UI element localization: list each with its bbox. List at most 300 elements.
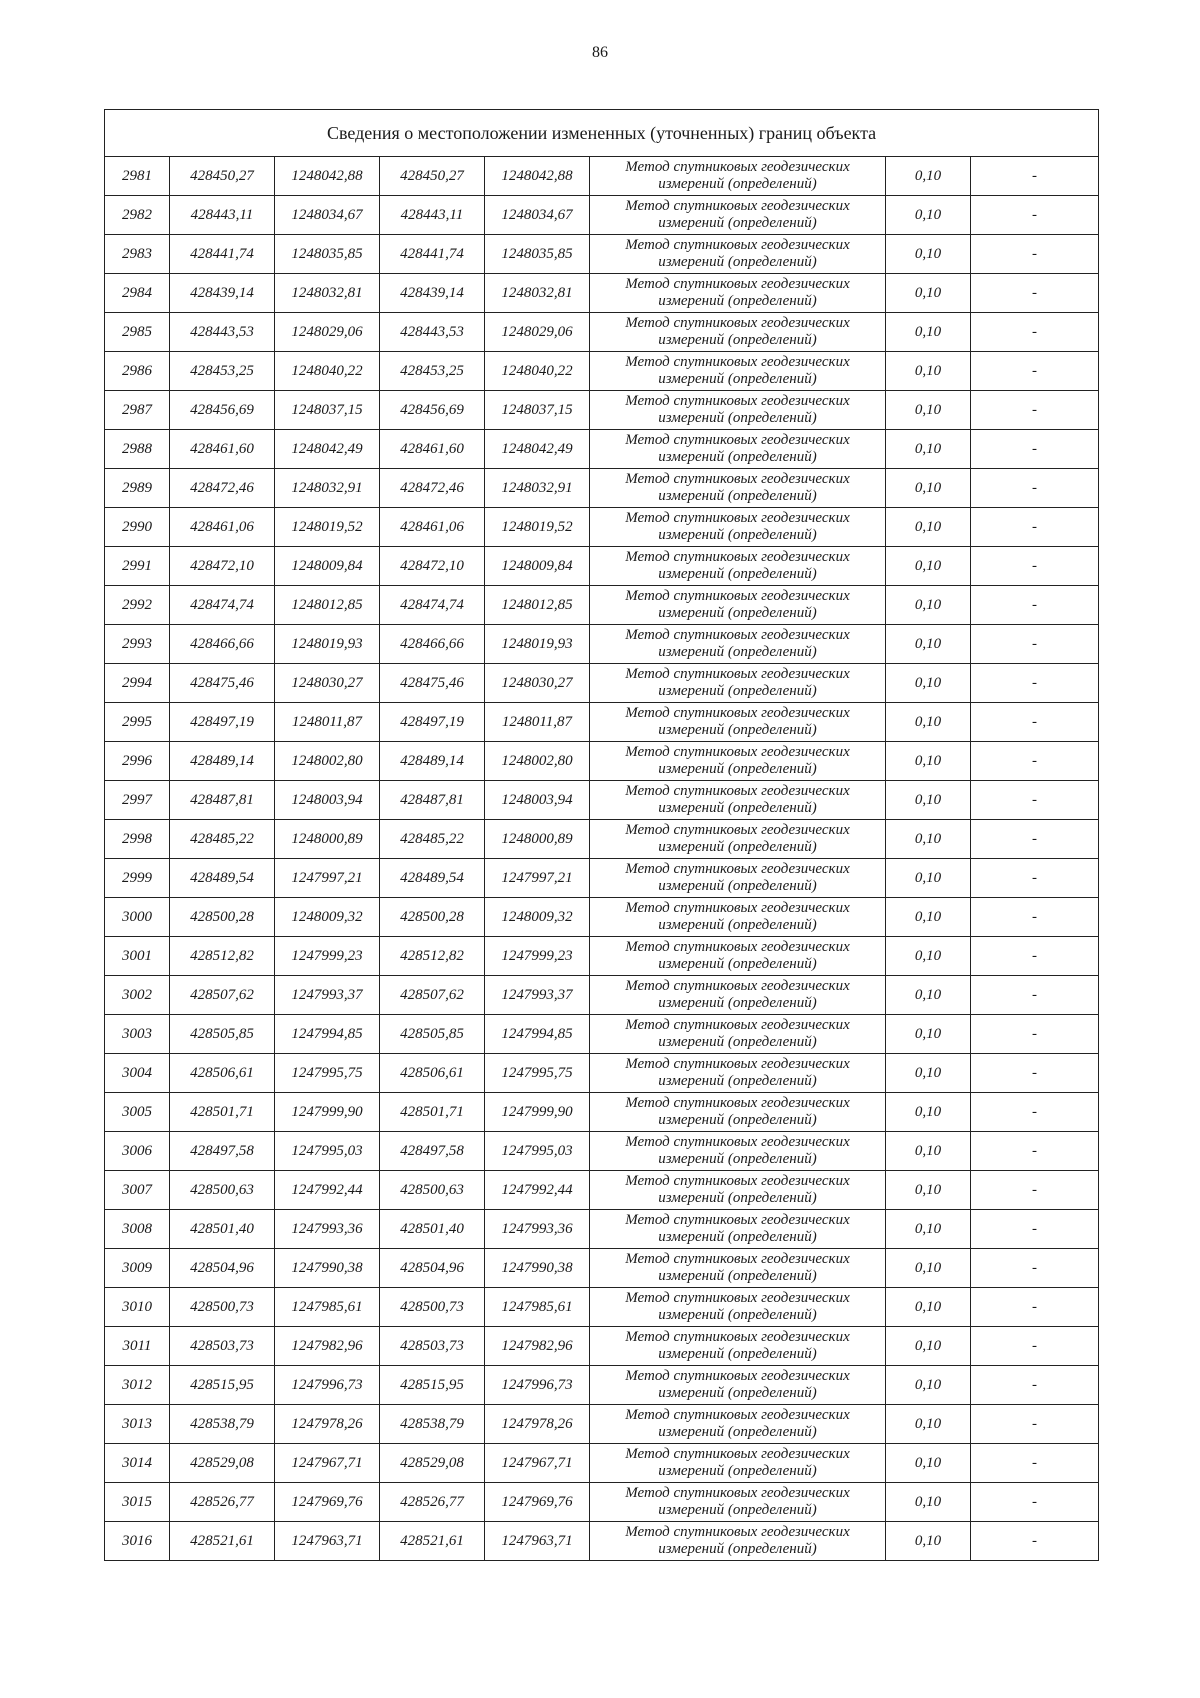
point-number-cell: 2995 [105, 703, 170, 742]
method-line-1: Метод спутниковых геодезических [625, 1173, 850, 1189]
method-line-1: Метод спутниковых геодезических [625, 822, 850, 838]
point-number-cell: 3003 [105, 1015, 170, 1054]
y-new-cell: 1248011,87 [485, 703, 590, 742]
table-row [105, 196, 1099, 235]
method-cell [590, 1327, 886, 1366]
y-old-cell: 1247997,21 [275, 859, 380, 898]
method-line-1: Метод спутниковых геодезических [625, 900, 850, 916]
y-old-cell: 1247990,38 [275, 1249, 380, 1288]
table-row [105, 859, 1099, 898]
point-number-cell: 3005 [105, 1093, 170, 1132]
method-cell [590, 430, 886, 469]
method-line-1: Метод спутниковых геодезических [625, 705, 850, 721]
x-old-cell: 428453,25 [170, 352, 275, 391]
accuracy-cell: 0,10 [886, 898, 971, 937]
point-number-cell: 3004 [105, 1054, 170, 1093]
x-old-cell: 428456,69 [170, 391, 275, 430]
description-cell: - [971, 352, 1099, 391]
method-line-1: Метод спутниковых геодезических [625, 1290, 850, 1306]
method-line-2: измерений (определений) [658, 254, 817, 270]
method-line-1: Метод спутниковых геодезических [625, 1329, 850, 1345]
x-old-cell: 428500,63 [170, 1171, 275, 1210]
method-line-2: измерений (определений) [658, 644, 817, 660]
y-old-cell: 1248029,06 [275, 313, 380, 352]
x-new-cell: 428500,73 [380, 1288, 485, 1327]
point-number-cell: 2998 [105, 820, 170, 859]
method-line-1: Метод спутниковых геодезических [625, 588, 850, 604]
y-new-cell: 1247994,85 [485, 1015, 590, 1054]
method-line-2: измерений (определений) [658, 371, 817, 387]
description-cell: - [971, 820, 1099, 859]
y-new-cell: 1247996,73 [485, 1366, 590, 1405]
table-row [105, 1444, 1099, 1483]
x-new-cell: 428500,28 [380, 898, 485, 937]
description-cell: - [971, 430, 1099, 469]
table-row [105, 781, 1099, 820]
method-line-2: измерений (определений) [658, 1034, 817, 1050]
description-cell: - [971, 1054, 1099, 1093]
method-line-2: измерений (определений) [658, 800, 817, 816]
x-old-cell: 428497,19 [170, 703, 275, 742]
table-row [105, 1210, 1099, 1249]
x-new-cell: 428503,73 [380, 1327, 485, 1366]
x-old-cell: 428500,73 [170, 1288, 275, 1327]
x-new-cell: 428507,62 [380, 976, 485, 1015]
point-number-cell: 3012 [105, 1366, 170, 1405]
table-row [105, 274, 1099, 313]
method-cell [590, 1483, 886, 1522]
y-old-cell: 1247992,44 [275, 1171, 380, 1210]
method-line-1: Метод спутниковых геодезических [625, 861, 850, 877]
description-cell: - [971, 1483, 1099, 1522]
x-new-cell: 428450,27 [380, 157, 485, 196]
y-new-cell: 1248003,94 [485, 781, 590, 820]
method-cell [590, 1288, 886, 1327]
x-new-cell: 428487,81 [380, 781, 485, 820]
point-number-cell: 2999 [105, 859, 170, 898]
method-line-1: Метод спутниковых геодезических [625, 1095, 850, 1111]
y-new-cell: 1247995,03 [485, 1132, 590, 1171]
accuracy-cell: 0,10 [886, 1132, 971, 1171]
table-row [105, 1171, 1099, 1210]
description-cell: - [971, 235, 1099, 274]
method-line-1: Метод спутниковых геодезических [625, 1017, 850, 1033]
x-new-cell: 428489,54 [380, 859, 485, 898]
x-old-cell: 428450,27 [170, 157, 275, 196]
y-new-cell: 1248029,06 [485, 313, 590, 352]
x-old-cell: 428439,14 [170, 274, 275, 313]
method-line-2: измерений (определений) [658, 1307, 817, 1323]
method-line-1: Метод спутниковых геодезических [625, 1212, 850, 1228]
method-cell [590, 1132, 886, 1171]
table-row [105, 508, 1099, 547]
table-row [105, 1093, 1099, 1132]
x-old-cell: 428529,08 [170, 1444, 275, 1483]
y-new-cell: 1247969,76 [485, 1483, 590, 1522]
point-number-cell: 2991 [105, 547, 170, 586]
method-cell [590, 976, 886, 1015]
accuracy-cell: 0,10 [886, 196, 971, 235]
description-cell: - [971, 1327, 1099, 1366]
x-old-cell: 428475,46 [170, 664, 275, 703]
method-line-2: измерений (определений) [658, 215, 817, 231]
y-old-cell: 1248011,87 [275, 703, 380, 742]
point-number-cell: 3006 [105, 1132, 170, 1171]
y-new-cell: 1247985,61 [485, 1288, 590, 1327]
x-old-cell: 428474,74 [170, 586, 275, 625]
method-line-2: измерений (определений) [658, 1112, 817, 1128]
table-row [105, 469, 1099, 508]
table-row [105, 547, 1099, 586]
accuracy-cell: 0,10 [886, 1171, 971, 1210]
point-number-cell: 2996 [105, 742, 170, 781]
description-cell: - [971, 742, 1099, 781]
method-line-2: измерений (определений) [658, 722, 817, 738]
y-new-cell: 1248040,22 [485, 352, 590, 391]
description-cell: - [971, 1366, 1099, 1405]
y-old-cell: 1248002,80 [275, 742, 380, 781]
method-cell [590, 1015, 886, 1054]
y-new-cell: 1248002,80 [485, 742, 590, 781]
y-old-cell: 1248000,89 [275, 820, 380, 859]
method-line-1: Метод спутниковых геодезических [625, 1485, 850, 1501]
x-old-cell: 428512,82 [170, 937, 275, 976]
accuracy-cell: 0,10 [886, 1093, 971, 1132]
y-old-cell: 1248037,15 [275, 391, 380, 430]
method-cell [590, 274, 886, 313]
point-number-cell: 2984 [105, 274, 170, 313]
y-new-cell: 1248032,81 [485, 274, 590, 313]
accuracy-cell: 0,10 [886, 1405, 971, 1444]
point-number-cell: 2997 [105, 781, 170, 820]
x-old-cell: 428472,46 [170, 469, 275, 508]
method-line-2: измерений (определений) [658, 488, 817, 504]
table-row [105, 1366, 1099, 1405]
y-new-cell: 1248000,89 [485, 820, 590, 859]
x-old-cell: 428501,40 [170, 1210, 275, 1249]
y-new-cell: 1247963,71 [485, 1522, 590, 1561]
y-new-cell: 1247967,71 [485, 1444, 590, 1483]
method-line-2: измерений (определений) [658, 1541, 817, 1557]
table-row [105, 430, 1099, 469]
accuracy-cell: 0,10 [886, 586, 971, 625]
accuracy-cell: 0,10 [886, 1522, 971, 1561]
table-row [105, 1132, 1099, 1171]
x-new-cell: 428475,46 [380, 664, 485, 703]
x-old-cell: 428472,10 [170, 547, 275, 586]
accuracy-cell: 0,10 [886, 859, 971, 898]
y-old-cell: 1248034,67 [275, 196, 380, 235]
x-new-cell: 428497,19 [380, 703, 485, 742]
x-old-cell: 428503,73 [170, 1327, 275, 1366]
description-cell: - [971, 664, 1099, 703]
description-cell: - [971, 976, 1099, 1015]
method-cell [590, 196, 886, 235]
x-new-cell: 428472,46 [380, 469, 485, 508]
y-new-cell: 1247993,37 [485, 976, 590, 1015]
page-number: 86 [592, 44, 608, 61]
table-row [105, 625, 1099, 664]
accuracy-cell: 0,10 [886, 1054, 971, 1093]
x-old-cell: 428521,61 [170, 1522, 275, 1561]
method-cell [590, 157, 886, 196]
method-cell [590, 547, 886, 586]
method-line-1: Метод спутниковых геодезических [625, 276, 850, 292]
y-old-cell: 1248030,27 [275, 664, 380, 703]
method-line-1: Метод спутниковых геодезических [625, 159, 850, 175]
method-line-2: измерений (определений) [658, 956, 817, 972]
method-cell [590, 1366, 886, 1405]
accuracy-cell: 0,10 [886, 469, 971, 508]
y-old-cell: 1248035,85 [275, 235, 380, 274]
x-new-cell: 428497,58 [380, 1132, 485, 1171]
y-old-cell: 1248009,84 [275, 547, 380, 586]
method-line-1: Метод спутниковых геодезических [625, 237, 850, 253]
method-line-2: измерений (определений) [658, 1229, 817, 1245]
point-number-cell: 3013 [105, 1405, 170, 1444]
description-cell: - [971, 196, 1099, 235]
method-line-2: измерений (определений) [658, 839, 817, 855]
y-old-cell: 1247963,71 [275, 1522, 380, 1561]
method-line-1: Метод спутниковых геодезических [625, 1446, 850, 1462]
method-cell [590, 586, 886, 625]
y-old-cell: 1247999,90 [275, 1093, 380, 1132]
y-old-cell: 1248042,49 [275, 430, 380, 469]
description-cell: - [971, 313, 1099, 352]
point-number-cell: 3016 [105, 1522, 170, 1561]
point-number-cell: 2987 [105, 391, 170, 430]
method-cell [590, 469, 886, 508]
table-row [105, 898, 1099, 937]
x-new-cell: 428472,10 [380, 547, 485, 586]
description-cell: - [971, 157, 1099, 196]
method-line-2: измерений (определений) [658, 527, 817, 543]
description-cell: - [971, 274, 1099, 313]
method-line-2: измерений (определений) [658, 449, 817, 465]
accuracy-cell: 0,10 [886, 391, 971, 430]
x-old-cell: 428489,54 [170, 859, 275, 898]
y-old-cell: 1248032,81 [275, 274, 380, 313]
point-number-cell: 3000 [105, 898, 170, 937]
method-line-1: Метод спутниковых геодезических [625, 1056, 850, 1072]
method-cell [590, 391, 886, 430]
table-title: Сведения о местоположении измененных (уточненных) границ объекта [105, 110, 1099, 157]
x-new-cell: 428466,66 [380, 625, 485, 664]
y-new-cell: 1247992,44 [485, 1171, 590, 1210]
x-old-cell: 428489,14 [170, 742, 275, 781]
y-old-cell: 1247994,85 [275, 1015, 380, 1054]
point-number-cell: 2992 [105, 586, 170, 625]
table-row [105, 391, 1099, 430]
x-old-cell: 428526,77 [170, 1483, 275, 1522]
table-row [105, 976, 1099, 1015]
table-row [105, 352, 1099, 391]
point-number-cell: 3009 [105, 1249, 170, 1288]
method-line-2: измерений (определений) [658, 1268, 817, 1284]
point-number-cell: 3014 [105, 1444, 170, 1483]
x-new-cell: 428443,11 [380, 196, 485, 235]
description-cell: - [971, 391, 1099, 430]
x-old-cell: 428443,11 [170, 196, 275, 235]
description-cell: - [971, 586, 1099, 625]
method-line-2: измерений (определений) [658, 878, 817, 894]
method-cell [590, 898, 886, 937]
table-row [105, 820, 1099, 859]
method-line-2: измерений (определений) [658, 1463, 817, 1479]
y-old-cell: 1247969,76 [275, 1483, 380, 1522]
method-cell [590, 508, 886, 547]
method-line-2: измерений (определений) [658, 410, 817, 426]
method-line-1: Метод спутниковых геодезических [625, 1134, 850, 1150]
point-number-cell: 3008 [105, 1210, 170, 1249]
y-old-cell: 1247985,61 [275, 1288, 380, 1327]
y-new-cell: 1247999,23 [485, 937, 590, 976]
accuracy-cell: 0,10 [886, 274, 971, 313]
method-line-2: измерений (определений) [658, 761, 817, 777]
x-new-cell: 428474,74 [380, 586, 485, 625]
y-old-cell: 1248042,88 [275, 157, 380, 196]
y-new-cell: 1247978,26 [485, 1405, 590, 1444]
accuracy-cell: 0,10 [886, 1327, 971, 1366]
accuracy-cell: 0,10 [886, 235, 971, 274]
accuracy-cell: 0,10 [886, 781, 971, 820]
method-line-2: измерений (определений) [658, 293, 817, 309]
accuracy-cell: 0,10 [886, 352, 971, 391]
method-line-1: Метод спутниковых геодезических [625, 1368, 850, 1384]
x-old-cell: 428506,61 [170, 1054, 275, 1093]
accuracy-cell: 0,10 [886, 1015, 971, 1054]
method-line-1: Метод спутниковых геодезических [625, 510, 850, 526]
y-old-cell: 1247978,26 [275, 1405, 380, 1444]
description-cell: - [971, 1249, 1099, 1288]
description-cell: - [971, 469, 1099, 508]
x-old-cell: 428497,58 [170, 1132, 275, 1171]
method-line-1: Метод спутниковых геодезических [625, 432, 850, 448]
point-number-cell: 3002 [105, 976, 170, 1015]
method-line-1: Метод спутниковых геодезических [625, 978, 850, 994]
accuracy-cell: 0,10 [886, 703, 971, 742]
accuracy-cell: 0,10 [886, 625, 971, 664]
accuracy-cell: 0,10 [886, 1249, 971, 1288]
y-new-cell: 1248009,84 [485, 547, 590, 586]
method-line-1: Метод спутниковых геодезических [625, 393, 850, 409]
x-old-cell: 428485,22 [170, 820, 275, 859]
x-new-cell: 428506,61 [380, 1054, 485, 1093]
y-old-cell: 1247995,03 [275, 1132, 380, 1171]
x-new-cell: 428500,63 [380, 1171, 485, 1210]
x-new-cell: 428441,74 [380, 235, 485, 274]
accuracy-cell: 0,10 [886, 1288, 971, 1327]
x-new-cell: 428504,96 [380, 1249, 485, 1288]
method-cell [590, 1171, 886, 1210]
accuracy-cell: 0,10 [886, 157, 971, 196]
description-cell: - [971, 1015, 1099, 1054]
table-row [105, 313, 1099, 352]
point-number-cell: 2982 [105, 196, 170, 235]
table-row [105, 937, 1099, 976]
x-old-cell: 428443,53 [170, 313, 275, 352]
method-line-1: Метод спутниковых геодезических [625, 783, 850, 799]
accuracy-cell: 0,10 [886, 1366, 971, 1405]
boundary-coordinates-table [104, 109, 1099, 1561]
accuracy-cell: 0,10 [886, 508, 971, 547]
y-new-cell: 1248042,49 [485, 430, 590, 469]
y-new-cell: 1247997,21 [485, 859, 590, 898]
description-cell: - [971, 1444, 1099, 1483]
x-old-cell: 428507,62 [170, 976, 275, 1015]
y-new-cell: 1248019,93 [485, 625, 590, 664]
description-cell: - [971, 781, 1099, 820]
description-cell: - [971, 625, 1099, 664]
y-old-cell: 1248019,93 [275, 625, 380, 664]
x-new-cell: 428439,14 [380, 274, 485, 313]
x-old-cell: 428461,06 [170, 508, 275, 547]
method-cell [590, 1054, 886, 1093]
method-cell [590, 625, 886, 664]
method-line-2: измерений (определений) [658, 1151, 817, 1167]
accuracy-cell: 0,10 [886, 547, 971, 586]
method-line-2: измерений (определений) [658, 995, 817, 1011]
method-cell [590, 1405, 886, 1444]
y-old-cell: 1248012,85 [275, 586, 380, 625]
x-new-cell: 428512,82 [380, 937, 485, 976]
accuracy-cell: 0,10 [886, 1444, 971, 1483]
description-cell: - [971, 859, 1099, 898]
x-old-cell: 428538,79 [170, 1405, 275, 1444]
accuracy-cell: 0,10 [886, 664, 971, 703]
y-new-cell: 1248030,27 [485, 664, 590, 703]
method-line-2: измерений (определений) [658, 683, 817, 699]
y-old-cell: 1248040,22 [275, 352, 380, 391]
method-line-2: измерений (определений) [658, 1424, 817, 1440]
accuracy-cell: 0,10 [886, 430, 971, 469]
method-line-1: Метод спутниковых геодезических [625, 198, 850, 214]
point-number-cell: 2986 [105, 352, 170, 391]
x-old-cell: 428461,60 [170, 430, 275, 469]
method-cell [590, 781, 886, 820]
x-new-cell: 428461,60 [380, 430, 485, 469]
y-old-cell: 1247999,23 [275, 937, 380, 976]
table-row [105, 703, 1099, 742]
method-line-1: Метод спутниковых геодезических [625, 315, 850, 331]
y-new-cell: 1248019,52 [485, 508, 590, 547]
description-cell: - [971, 1171, 1099, 1210]
method-line-1: Метод спутниковых геодезических [625, 1524, 850, 1540]
point-number-cell: 2989 [105, 469, 170, 508]
description-cell: - [971, 898, 1099, 937]
accuracy-cell: 0,10 [886, 1483, 971, 1522]
accuracy-cell: 0,10 [886, 313, 971, 352]
description-cell: - [971, 1288, 1099, 1327]
method-cell [590, 1093, 886, 1132]
method-cell [590, 235, 886, 274]
method-cell [590, 1444, 886, 1483]
x-old-cell: 428505,85 [170, 1015, 275, 1054]
method-line-1: Метод спутниковых геодезических [625, 939, 850, 955]
method-line-2: измерений (определений) [658, 605, 817, 621]
point-number-cell: 2988 [105, 430, 170, 469]
point-number-cell: 3015 [105, 1483, 170, 1522]
method-cell [590, 742, 886, 781]
x-old-cell: 428441,74 [170, 235, 275, 274]
y-new-cell: 1247993,36 [485, 1210, 590, 1249]
table-row [105, 1054, 1099, 1093]
accuracy-cell: 0,10 [886, 976, 971, 1015]
x-new-cell: 428501,71 [380, 1093, 485, 1132]
x-new-cell: 428526,77 [380, 1483, 485, 1522]
y-old-cell: 1247993,37 [275, 976, 380, 1015]
y-new-cell: 1248012,85 [485, 586, 590, 625]
